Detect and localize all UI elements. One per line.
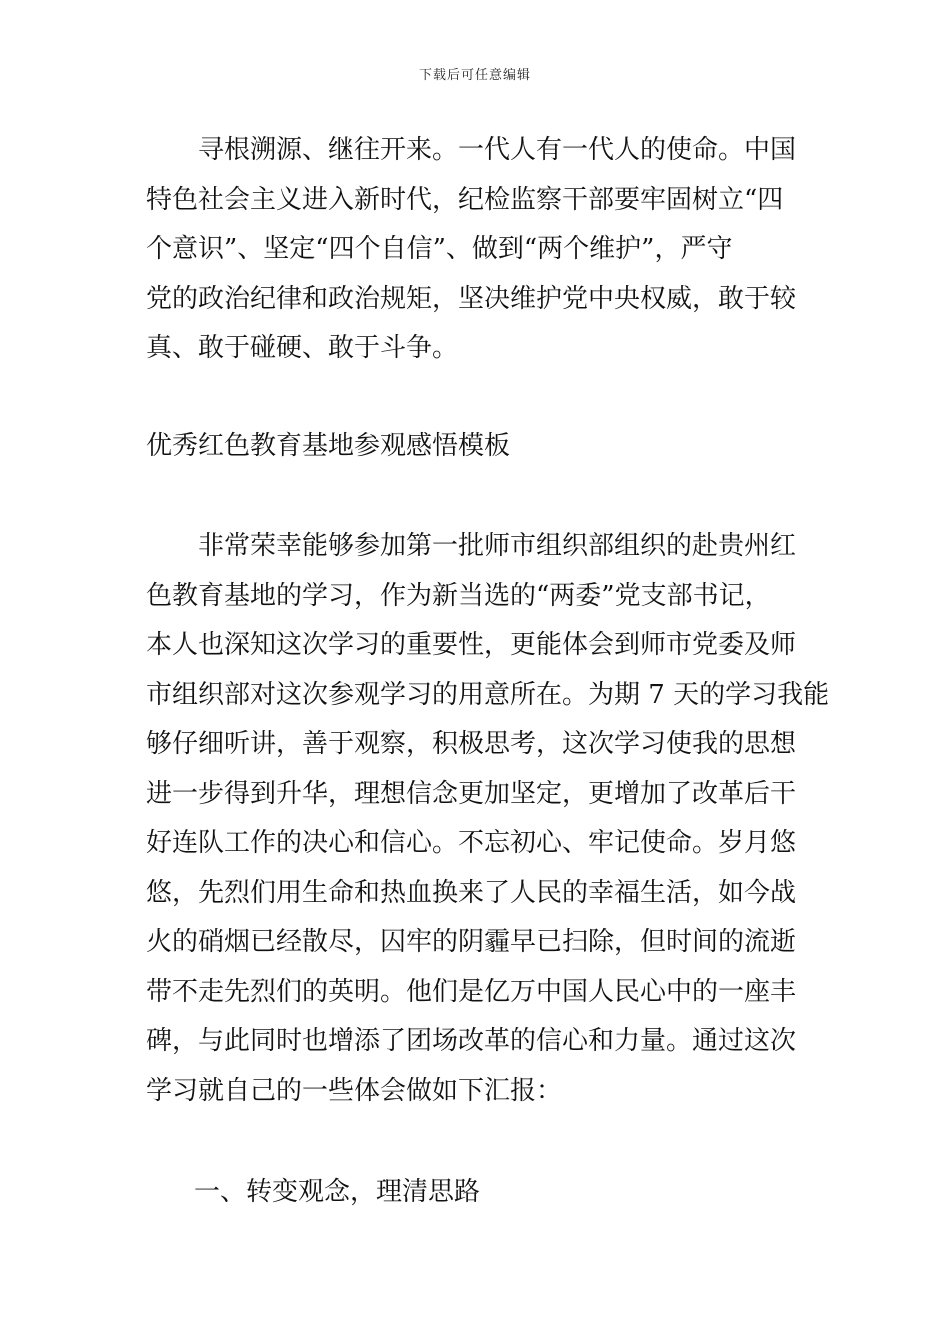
section-title: 优秀红色教育基地参观感悟模板 — [146, 431, 511, 461]
paragraph-line: 进一步得到升华，理想信念更加坚定，更增加了改革后干 — [146, 778, 797, 809]
paragraph-intro — [146, 126, 806, 374]
paragraph-line: 特色社会主义进入新时代，纪检监察干部要牢固树立“四 — [146, 184, 784, 215]
paragraph-line: 色教育基地的学习，作为新当选的“两委”党支部书记， — [146, 580, 771, 611]
paragraph-line: 碑，与此同时也增添了团场改革的信心和力量。通过这次 — [146, 1026, 797, 1056]
paragraph-line: 真、敢于碰硬、敢于斗争。 — [146, 333, 459, 363]
paragraph-line: 市组织部对这次参观学习的用意所在。为期 7 天的学习我能 — [146, 679, 830, 710]
paragraph-line: 好连队工作的决心和信心。不忘初心、牢记使命。岁月悠 — [146, 828, 797, 858]
paragraph-line: 个意识”、坚定“四个自信”、做到“两个维护”，严守 — [146, 234, 733, 264]
section-heading-1: 一、转变观念，理清思路 — [194, 1177, 481, 1207]
paragraph-line: 非常荣幸能够参加第一批师市组织部组织的赴贵州红 — [198, 531, 797, 561]
paragraph-body — [146, 522, 830, 1116]
paragraph-line: 火的硝烟已经散尽，囚牢的阴霾早已扫除，但时间的流逝 — [146, 927, 797, 957]
paragraph-line: 本人也深知这次学习的重要性，更能体会到师市党委及师 — [146, 630, 797, 660]
paragraph-line: 带不走先烈们的英明。他们是亿万中国人民心中的一座丰 — [146, 976, 797, 1007]
paragraph-line: 党的政治纪律和政治规矩，坚决维护党中央权威，敢于较 — [146, 283, 797, 314]
paragraph-line: 寻根溯源、继往开来。一代人有一代人的使命。中国 — [198, 135, 797, 165]
paragraph-line: 够仔细听讲，善于观察，积极思考，这次学习使我的思想 — [146, 729, 797, 759]
paragraph-line: 学习就自己的一些体会做如下汇报： — [146, 1075, 563, 1106]
paragraph-line: 悠，先烈们用生命和热血换来了人民的幸福生活，如今战 — [146, 877, 797, 908]
page-header: 下载后可任意编辑 — [418, 68, 531, 83]
